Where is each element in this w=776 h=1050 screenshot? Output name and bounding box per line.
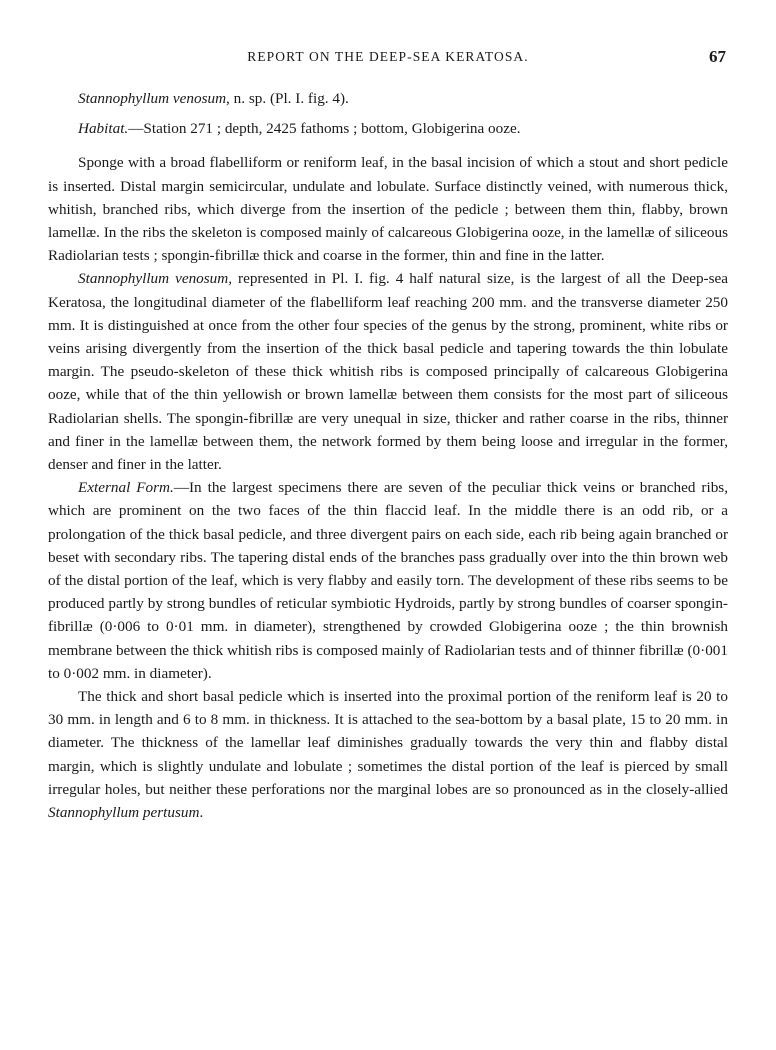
description-text: represented in Pl. I. fig. 4 half natural size, is the largest of all the Deep-sea Keratosa, the longitudinal diameter of the flabelliform leaf reaching 200 mm. and the transverse diameter 250 mm. It is distinguished at once from the other four species of the genus by the strong, prominent, white ribs or veins arising divergently from the insertion of the thick basal pedicle and tapering towards the thin lobulate margin. The pseudo-skeleton of these thick whitish ribs is composed principally of calcareous Globigerina ooze, while that of the thin yellowish or brown lamellæ between them consists for the most part of siliceous Radiolarian shells. The spongin-fibrillæ are very unequal in size, thicker and rather coarse in the ribs, thinner and finer in the lamellæ between them, the network formed by them being loose and irregular in the former, denser and finer in the latter. xyxy=(48,270,729,474)
page-number: 67 xyxy=(709,47,726,66)
external-form-paragraph xyxy=(48,476,728,685)
habitat-line xyxy=(48,117,728,140)
habitat-text: —Station 271 ; depth, 2425 fathoms ; bottom, Globigerina ooze. xyxy=(128,120,521,138)
external-form-label: External Form. xyxy=(78,479,174,497)
running-head xyxy=(48,48,728,68)
external-form-text: —In the largest specimens there are seven of the peculiar thick veins or branched ribs, which are prominent on the two faces of the thin flaccid leaf. In the middle there is an odd rib, or a prolongation of the thick basal pedicle, and three divergent pairs on each side, each rib being again branched or beset with secondary ribs. The tapering distal ends of the branches pass gradually over into the thin brown web of the distal portion of the leaf, which is very flabby and easily torn. The development of these ribs seems to be produced partly by strong bundles of reticular symbiotic Hydroids, partly by strong bundles of coarser spongin-fibrillæ (0·006 to 0·01 mm. in diameter), strengthened by crowded Globigerina ooze ; the thin brownish membrane between the thick whitish ribs is composed mainly of Radiolarian tests and of thinner fibrillæ (0·001 to 0·002 mm. in diameter). xyxy=(48,479,729,682)
species-heading xyxy=(48,87,728,110)
description-lead: Stannophyllum venosum, xyxy=(78,270,233,288)
species-name: Stannophyllum venosum, xyxy=(78,90,230,107)
description-paragraph xyxy=(48,267,728,476)
species-reference: n. sp. (Pl. I. fig. 4). xyxy=(229,90,349,107)
pedicle-text: The thick and short basal pedicle which is inserted into the proximal portion of the reniform leaf is 20 to 30 mm. in length and 6 to 8 mm. in thickness. It is attached to the sea-bottom by a basal plate, 15 to 20 mm. in diameter. The thickness of the lamellar leaf diminishes gradually towards the very thin and flabby distal margin, which is slightly undulate and lobulate ; sometimes the distal portion of the leaf is pierced by small irregular holes, but neither these perforations nor the marginal lobes are so pronounced as in the closely-allied xyxy=(48,688,728,798)
pedicle-paragraph xyxy=(48,685,728,824)
pedicle-species: Stannophyllum pertusum xyxy=(48,804,200,822)
habitat-label: Habitat. xyxy=(78,120,129,138)
diagnosis-paragraph: Sponge with a broad flabelliform or reniform leaf, in the basal incision of which a stout and short pedicle is inserted. Distal margin semicircular, undulate and lobulate. Surface distinctly veined, with numerous thick, whitish, branched ribs, which diverge from the insertion of the pedicle ; between them thin, flabby, brown lamellæ. In the ribs the skeleton is composed mainly of calcareous Globigerina ooze, in the lamellæ of siliceous Radiolarian tests ; spongin-fibrillæ thick and coarse in the former, thin and fine in the latter. xyxy=(48,154,728,265)
running-title: REPORT ON THE DEEP-SEA KERATOSA. xyxy=(247,49,529,64)
pedicle-end: . xyxy=(199,804,204,822)
article-body xyxy=(48,87,728,824)
